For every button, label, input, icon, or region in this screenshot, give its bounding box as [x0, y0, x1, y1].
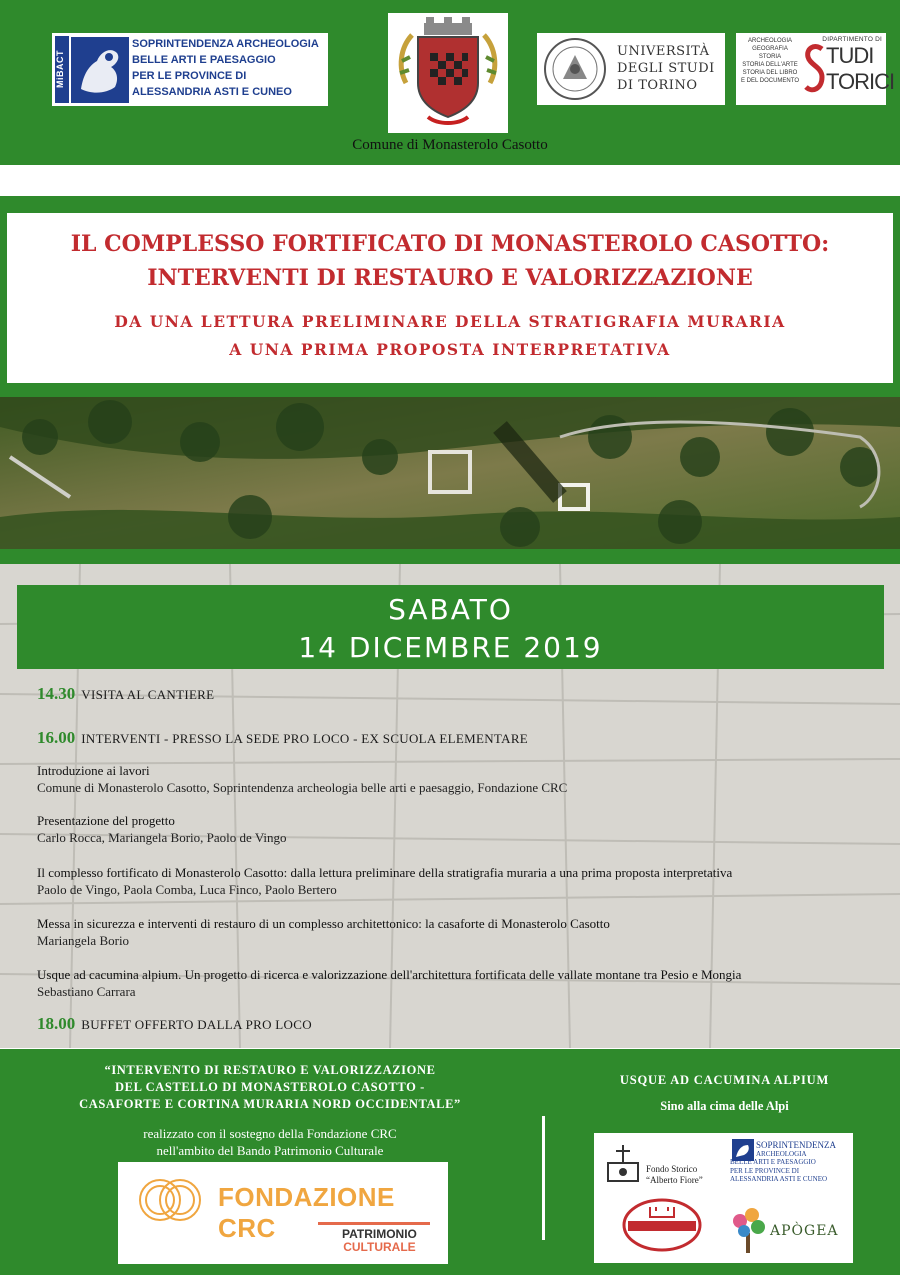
talk-item: Usque ad cacumina alpium. Un progetto di ricerca e valorizzazione dell'architettura fortificata delle vallate montane tra Pesio e Mongia Sebastiano Carrara — [37, 967, 742, 999]
subtitle: DA UNA LETTURA PRELIMINARE DELLA STRATIGRAFIA MURARIA A UNA PRIMA PROPOSTA INTERPRETATIVA — [114, 312, 786, 359]
title-box — [7, 213, 893, 383]
soprintendenza-small-text: SOPRINTENDENZA ARCHEOLOGIA BELLE ARTI E PAESAGGIO PER LE PROVINCE DI ALESSANDRIA ASTI E CUNEO — [730, 1140, 836, 1183]
footer-divider — [542, 1116, 545, 1240]
dipartimento-big-s-icon — [804, 43, 826, 101]
talk-item: Introduzione ai lavori Comune di Monasterolo Casotto, Soprintendenza archeologia belle arti e paesaggio, Fondazione CRC — [37, 763, 568, 795]
schedule-item: 14.30 VISITA AL CANTIERE — [37, 684, 215, 703]
support-text: realizzato con il sostegno della Fondazione CRC nell'ambito del Bando Patrimonio Culturale — [143, 1126, 397, 1158]
dipartimento-head: DIPARTIMENTO DI — [822, 36, 882, 43]
schedule-item: 18.00 BUFFET OFFERTO DALLA PRO LOCO — [37, 1014, 312, 1033]
date-banner — [17, 585, 884, 669]
soprintendenza-logo — [52, 33, 328, 106]
istituto-castelli-icon — [620, 1197, 704, 1253]
schedule-item: 16.00 INTERVENTI - PRESSO LA SEDE PRO LOCO - EX SCUOLA ELEMENTARE — [37, 728, 529, 747]
partners-logos — [594, 1133, 853, 1263]
dipartimento-name: TUDI TORICI — [826, 43, 895, 94]
usque-subtitle: Sino alla cima delle Alpi — [660, 1099, 789, 1113]
talk-item: Presentazione del progetto Carlo Rocca, Mariangela Borio, Paolo de Vingo — [37, 813, 287, 845]
dipartimento-disciplines: ARCHEOLOGIA GEOGRAFIA STORIA STORIA DELL'ARTE STORIA DEL LIBRO E DEL DOCUMENTO — [740, 38, 799, 84]
crc-circles-icon — [134, 1170, 214, 1230]
fondazione-crc-logo — [118, 1162, 448, 1264]
soprintendenza-text: SOPRINTENDENZA ARCHEOLOGIA BELLE ARTI E PAESAGGIO PER LE PROVINCE DI ALESSANDRIA ASTI E CUNEO — [132, 38, 319, 98]
fondo-storico-icon — [604, 1141, 644, 1187]
crc-patrimonio: PATRIMONIO CULTURALE — [342, 1227, 417, 1254]
project-title: “INTERVENTO DI RESTAURO E VALORIZZAZIONE DEL CASTELLO DI MONASTEROLO CASOTTO - CASAFORTE E CORTINA MURARIA NORD OCCIDENTALE” — [79, 1063, 461, 1111]
crc-name: FONDAZIONE CRC — [218, 1182, 395, 1243]
fondo-storico-text: Fondo Storico “Alberto Fiore” — [646, 1164, 703, 1185]
talk-item: Il complesso fortificato di Monasterolo Casotto: dalla lettura preliminare della stratigrafia muraria a una prima proposta interpretativa Paolo de Vingo, Paola Comba, Luca Finco, Paolo Bertero — [37, 865, 733, 897]
talk-item: Messa in sicurezza e interventi di restauro di un complesso architettonico: la casaforte di Monasterolo Casotto Mariangela Borio — [37, 916, 610, 948]
usque-title: USQUE AD CACUMINA ALPIUM — [619, 1073, 830, 1087]
crc-divider — [318, 1222, 430, 1225]
comune-crest-icon — [388, 13, 508, 133]
comune-name: Comune di Monasterolo Casotto — [352, 137, 548, 153]
event-day: SABATO — [388, 593, 513, 626]
mibact-label: MiBACT — [55, 36, 69, 103]
unito-text: UNIVERSITÀ DEGLI STUDI DI TORINO — [617, 44, 715, 93]
event-date: 14 DICEMBRE 2019 — [298, 631, 603, 664]
dipartimento-logo — [736, 33, 895, 105]
main-title: IL COMPLESSO FORTIFICATO DI MONASTEROLO CASOTTO: INTERVENTI DI RESTAURO E VALORIZZAZIONE — [70, 231, 830, 291]
unito-logo — [537, 33, 725, 105]
soprintendenza-emblem-icon — [71, 37, 129, 103]
apogea-tree-icon — [728, 1203, 768, 1255]
apogea-name: APÒGEA — [770, 1223, 839, 1239]
aerial-photo — [0, 397, 900, 549]
unito-seal-icon — [543, 37, 607, 101]
